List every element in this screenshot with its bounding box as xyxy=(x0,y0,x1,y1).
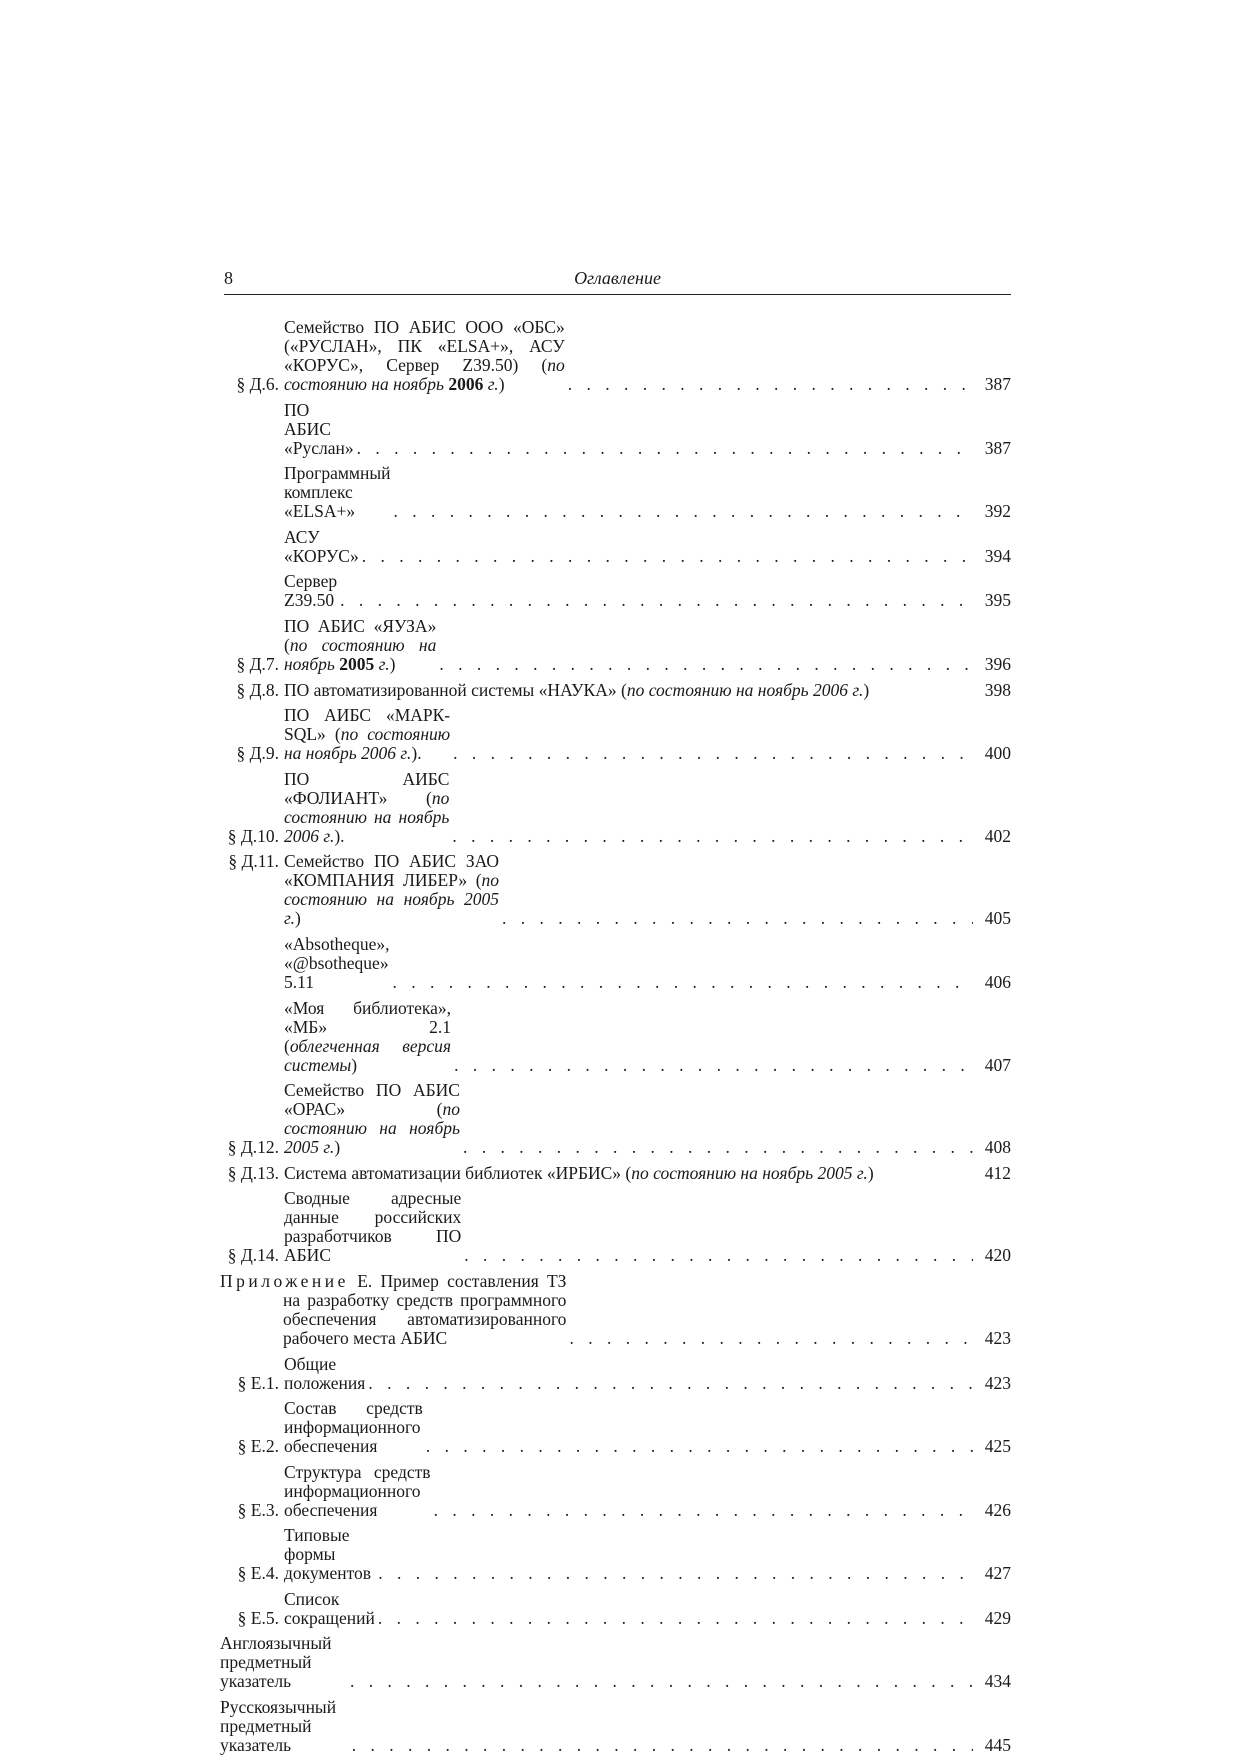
entry-text: Русскоязычный предметный указатель xyxy=(220,1697,337,1756)
page-ref: 407 xyxy=(984,1054,1011,1075)
dot-leader xyxy=(461,1246,973,1265)
page-ref: 387 xyxy=(984,374,1011,394)
section-mark: § Е.3. xyxy=(237,1499,279,1520)
entry-text: ПО АИБС «ФОЛИАНТ» (по состоянию на ноябрь 2006 г.). xyxy=(284,768,450,846)
dot-leader xyxy=(460,1138,973,1157)
toc-entry-d8[interactable] xyxy=(220,681,1011,700)
section-mark: § Д.13. xyxy=(227,1162,279,1183)
dot-leader xyxy=(347,1672,973,1691)
entry-text: Семейство ПО АБИС ЗАО «КОМПАНИЯ ЛИБЕР» (по состоянию на ноябрь 2005 г.) xyxy=(284,851,500,929)
running-header xyxy=(224,268,1011,295)
dot-leader xyxy=(566,1329,973,1348)
dot-leader xyxy=(565,375,973,394)
toc-subentry-my-library[interactable] xyxy=(220,999,1011,1075)
entry-text: Структура средств информационного обеспечения xyxy=(284,1461,431,1520)
entry-text: ПО АБИС «Руслан» xyxy=(284,399,354,458)
section-mark: § Д.6. xyxy=(236,374,279,394)
running-title: Оглавление xyxy=(574,268,661,288)
toc-subentry-ruslan[interactable] xyxy=(220,401,1011,458)
page-ref: 406 xyxy=(984,971,1011,992)
entry-text: ПО АБИС «ЯУЗА» (по состоянию на ноябрь 2005 г.) xyxy=(284,615,437,674)
entry-text: Приложение Е. Пример составления ТЗ на разработку средств программного обеспечения автоматизированного рабочего места АБИС xyxy=(220,1270,567,1348)
page-ref: 423 xyxy=(984,1372,1011,1393)
toc-entry-d9[interactable] xyxy=(220,706,1011,763)
page-ref: 400 xyxy=(984,743,1011,764)
dot-leader xyxy=(375,1564,973,1583)
entry-text: Система автоматизации библиотек «ИРБИС» (по состоянию на ноябрь 2005 г.) xyxy=(284,1162,874,1183)
dot-leader xyxy=(423,1437,973,1456)
page-ref: 420 xyxy=(984,1245,1011,1266)
page-ref: 394 xyxy=(984,545,1011,566)
section-mark: § Д.14. xyxy=(227,1245,279,1266)
dot-leader xyxy=(451,1056,973,1075)
toc-entry-russian-index[interactable] xyxy=(220,1698,1011,1755)
entry-text: Англоязычный предметный указатель xyxy=(220,1633,332,1692)
toc-entry-e4[interactable] xyxy=(220,1526,1011,1583)
section-mark: § Е.1. xyxy=(237,1372,279,1393)
dot-leader xyxy=(431,1501,973,1520)
entry-text: АСУ «КОРУС» xyxy=(284,526,359,566)
entry-text: Сервер Z39.50 xyxy=(284,571,338,611)
entry-text: Семейство ПО АБИС «ОРАС» (по состоянию на ноябрь 2005 г.) xyxy=(284,1080,460,1158)
dot-leader xyxy=(436,655,973,674)
dot-leader xyxy=(450,744,973,763)
toc-entry-e2[interactable] xyxy=(220,1399,1011,1456)
section-mark: § Д.9. xyxy=(236,743,279,764)
dot-leader xyxy=(391,502,973,521)
entry-text: Семейство ПО АБИС ООО «ОБС» («РУСЛАН», ПК «ELSA+», АСУ «КОРУС», Сервер Z39.50) (по состоянию на ноябрь 2006 г.) xyxy=(284,317,565,394)
section-mark: § Е.2. xyxy=(237,1436,279,1457)
toc-entry-d10[interactable] xyxy=(215,770,1011,846)
toc-subentry-elsa[interactable] xyxy=(220,464,1011,521)
toc-entry-e3[interactable] xyxy=(220,1463,1011,1520)
section-mark: § Е.5. xyxy=(237,1607,279,1628)
page-ref: 427 xyxy=(984,1563,1011,1584)
dot-leader xyxy=(375,1609,973,1628)
dot-leader xyxy=(449,827,973,846)
section-mark: § Д.10. xyxy=(227,825,279,846)
toc-entry-english-index[interactable] xyxy=(220,1634,1011,1691)
entry-text: Сводные адресные данные российских разработчиков ПО АБИС xyxy=(284,1188,462,1266)
dot-leader xyxy=(359,547,973,566)
toc-entry-e5[interactable] xyxy=(220,1590,1011,1628)
entry-text: Состав средств информационного обеспечения xyxy=(284,1398,423,1457)
page-ref: 434 xyxy=(984,1671,1011,1692)
page-ref: 408 xyxy=(984,1137,1011,1158)
table-of-contents xyxy=(220,318,1011,1762)
entry-text: «Absotheque», «@bsotheque» 5.11 xyxy=(284,933,390,992)
toc-subentry-absotheque[interactable] xyxy=(220,935,1011,992)
toc-entry-d6[interactable] xyxy=(220,318,1011,394)
dot-leader xyxy=(499,909,973,928)
page-ref: 429 xyxy=(984,1607,1011,1628)
page-ref: 396 xyxy=(984,653,1011,674)
page-ref: 412 xyxy=(984,1162,1011,1183)
page-ref: 405 xyxy=(984,908,1011,929)
section-mark: § Д.8. xyxy=(236,679,279,700)
entry-text: ПО АИБС «МАРК-SQL» (по состоянию на ноябрь 2006 г.). xyxy=(284,705,451,764)
entry-text: Общие положения xyxy=(284,1353,366,1393)
dot-leader xyxy=(349,1736,973,1755)
dot-leader xyxy=(337,591,973,610)
dot-leader xyxy=(365,1374,973,1393)
toc-entry-d7[interactable] xyxy=(220,617,1011,674)
page-ref: 445 xyxy=(984,1735,1011,1756)
toc-entry-d13[interactable] xyxy=(215,1164,1011,1183)
toc-entry-d11[interactable] xyxy=(215,852,1011,928)
page-ref: 402 xyxy=(984,825,1011,846)
toc-subentry-korus[interactable] xyxy=(220,528,1011,566)
page-ref: 387 xyxy=(984,437,1011,458)
entry-text: Программный комплекс «ELSA+» xyxy=(284,463,391,522)
page-ref: 398 xyxy=(984,679,1011,700)
entry-text: Типовые формы документов xyxy=(284,1525,372,1584)
page-ref: 395 xyxy=(984,590,1011,611)
dot-leader xyxy=(389,973,973,992)
section-mark: § Д.11. xyxy=(228,851,279,872)
page-ref: 392 xyxy=(984,501,1011,522)
page-number: 8 xyxy=(224,268,233,288)
toc-entry-e1[interactable] xyxy=(220,1355,1011,1393)
toc-entry-appendix-e[interactable] xyxy=(220,1272,1011,1348)
page-ref: 426 xyxy=(984,1499,1011,1520)
dot-leader xyxy=(354,439,973,458)
toc-entry-d12[interactable] xyxy=(215,1081,1011,1157)
section-mark: § Е.4. xyxy=(237,1563,279,1584)
page-ref: 423 xyxy=(984,1327,1011,1348)
entry-text: ПО автоматизированной системы «НАУКА» (по состоянию на ноябрь 2006 г.) xyxy=(284,679,870,700)
section-mark: § Д.12. xyxy=(227,1137,279,1158)
section-mark: § Д.7. xyxy=(236,653,279,674)
toc-subentry-z3950[interactable] xyxy=(220,572,1011,610)
page-ref: 425 xyxy=(984,1436,1011,1457)
entry-text: Список сокращений xyxy=(284,1588,375,1628)
entry-text: «Моя библиотека», «МБ» 2.1 (облегченная версия системы) xyxy=(284,997,452,1075)
toc-entry-d14[interactable] xyxy=(215,1189,1011,1265)
